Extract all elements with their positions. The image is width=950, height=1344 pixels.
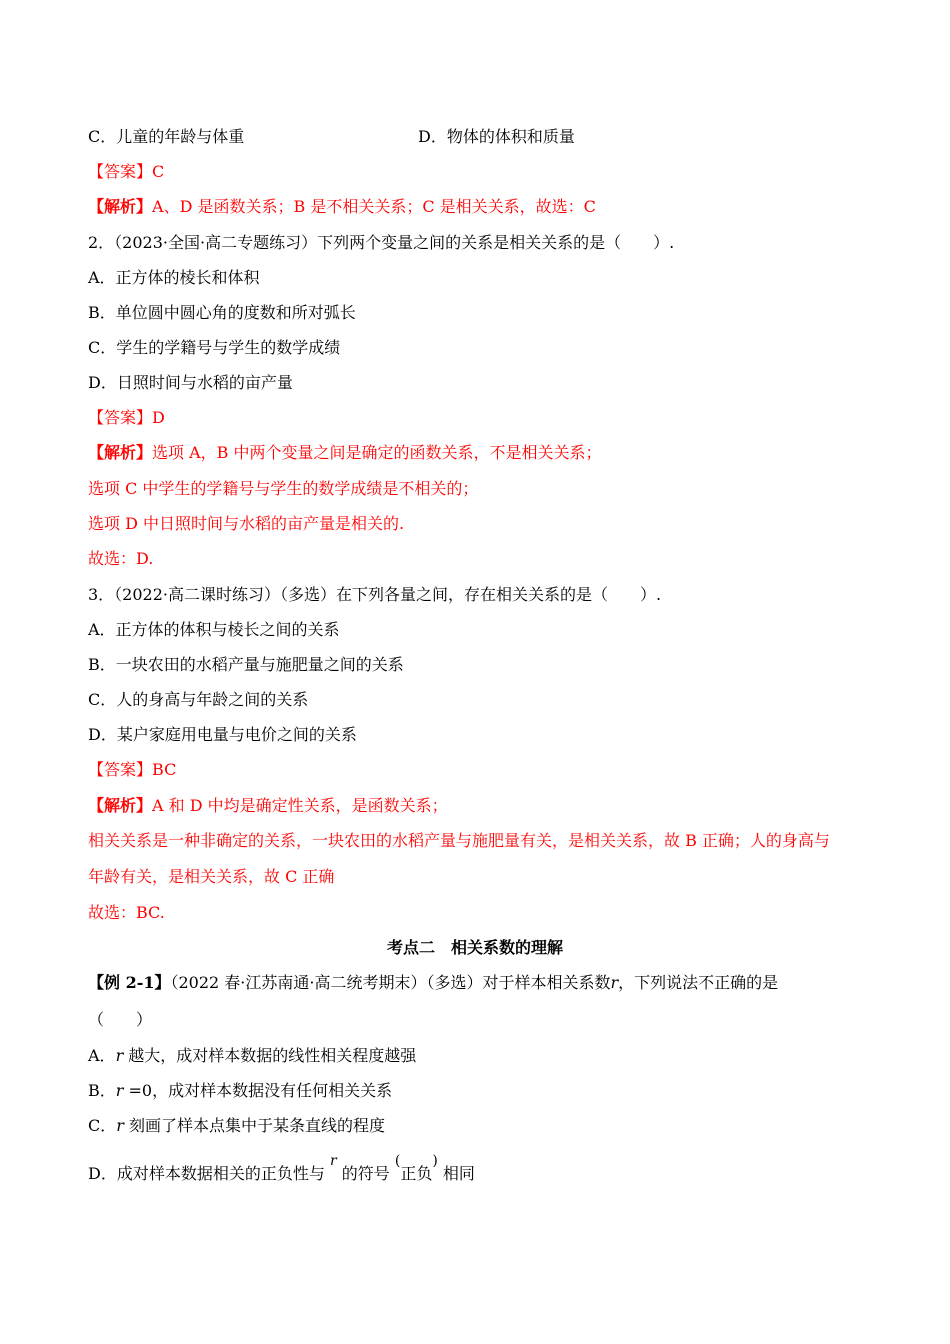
example-stem	[88, 973, 778, 993]
option-mid: 的符号	[341, 1164, 390, 1183]
q3-option-b: B．一块农田的水稻产量与施肥量之间的关系	[88, 655, 404, 674]
example-blank: （ ）	[88, 1010, 153, 1029]
analysis-text: 选项 A，B 中两个变量之间是确定的函数关系，不是相关关系；	[152, 443, 602, 462]
option-prefix: D．成对样本数据相关的正负性与	[88, 1164, 325, 1183]
q2-option-b: B．单位圆中圆心角的度数和所对弧长	[88, 303, 356, 322]
option-sign: 正负	[400, 1164, 433, 1183]
q3-analysis-line4: 故选：BC.	[88, 903, 165, 922]
q2-option-d: D．日照时间与水稻的亩产量	[88, 373, 293, 392]
q2-option-a: A．正方体的棱长和体积	[88, 268, 260, 287]
option-eq: =0	[123, 1081, 153, 1100]
q1-analysis	[88, 197, 596, 217]
q3-stem: 3．（2022·高二课时练习）（多选）在下列各量之间，存在相关关系的是（ ）.	[88, 585, 662, 604]
option-text: 刻画了样本点集中于某条直线的程度	[123, 1116, 385, 1135]
example-option-b	[88, 1081, 392, 1101]
var-r: r	[329, 1153, 337, 1169]
answer-value: BC	[152, 760, 177, 779]
var-r: r	[116, 1116, 124, 1135]
option-prefix: A．	[88, 1046, 116, 1065]
var-r: r	[115, 1046, 124, 1065]
answer-value: C	[152, 162, 165, 181]
example-option-c	[88, 1116, 385, 1136]
example-option-d	[88, 1153, 475, 1185]
q1-option-d: D．物体的体积和质量	[418, 127, 575, 146]
q3-option-d: D．某户家庭用电量与电价之间的关系	[88, 725, 357, 744]
analysis-tag: 【解析】	[88, 443, 153, 462]
analysis-text: A 和 D 中均是确定性关系，是函数关系；	[152, 796, 448, 815]
q2-analysis-line3: 选项 D 中日照时间与水稻的亩产量是相关的.	[88, 514, 405, 533]
option-prefix: B．	[88, 1081, 116, 1100]
q2-analysis-line4: 故选：D.	[88, 549, 154, 568]
example-stem-tail: ，下列说法不正确的是	[618, 973, 779, 992]
section-title: 考点二 相关系数的理解	[386, 938, 563, 957]
q2-answer	[88, 408, 165, 428]
paren-close: )	[432, 1153, 438, 1169]
option-text: ，成对样本数据没有任何相关关系	[152, 1081, 393, 1100]
analysis-text: A、D 是函数关系；B 是不相关关系；C 是相关关系，故选：C	[152, 197, 596, 216]
q3-analysis	[88, 796, 448, 816]
analysis-tag: 【解析】	[88, 796, 153, 815]
answer-value: D	[152, 408, 165, 427]
q2-stem: 2．（2023·全国·高二专题练习）下列两个变量之间的关系是相关关系的是（ ）.	[88, 233, 675, 252]
example-tag: 【例 2-1】	[88, 973, 171, 992]
option-text: 越大，成对样本数据的线性相关程度越强	[123, 1046, 417, 1065]
q2-analysis	[88, 443, 602, 463]
q2-analysis-line2: 选项 C 中学生的学籍号与学生的数学成绩是不相关的；	[88, 479, 479, 498]
analysis-tag: 【解析】	[88, 197, 153, 216]
q3-answer	[88, 760, 176, 780]
q1-option-c: C．儿童的年龄与体重	[88, 127, 245, 146]
q1-answer	[88, 162, 164, 182]
option-prefix: C．	[88, 1116, 117, 1135]
option-tail: 相同	[442, 1164, 475, 1183]
paren-open: (	[394, 1153, 401, 1169]
answer-tag: 【答案】	[88, 408, 153, 427]
q3-option-c: C．人的身高与年龄之间的关系	[88, 690, 309, 709]
q3-analysis-line2: 相关关系是一种非确定的关系，一块农田的水稻产量与施肥量有关，是相关关系，故 B 正确；人的身高与	[88, 831, 830, 850]
var-r: r	[115, 1081, 124, 1100]
q3-option-a: A．正方体的体积与棱长之间的关系	[88, 620, 340, 639]
q2-option-c: C．学生的学籍号与学生的数学成绩	[88, 338, 341, 357]
example-option-a	[88, 1046, 416, 1066]
answer-tag: 【答案】	[88, 162, 153, 181]
example-stem-text: （2022 春·江苏南通·高二统考期末）（多选）对于样本相关系数	[170, 973, 611, 992]
answer-tag: 【答案】	[88, 760, 153, 779]
q3-analysis-line3: 年龄有关，是相关关系，故 C 正确	[88, 867, 335, 886]
var-r: r	[610, 973, 619, 992]
